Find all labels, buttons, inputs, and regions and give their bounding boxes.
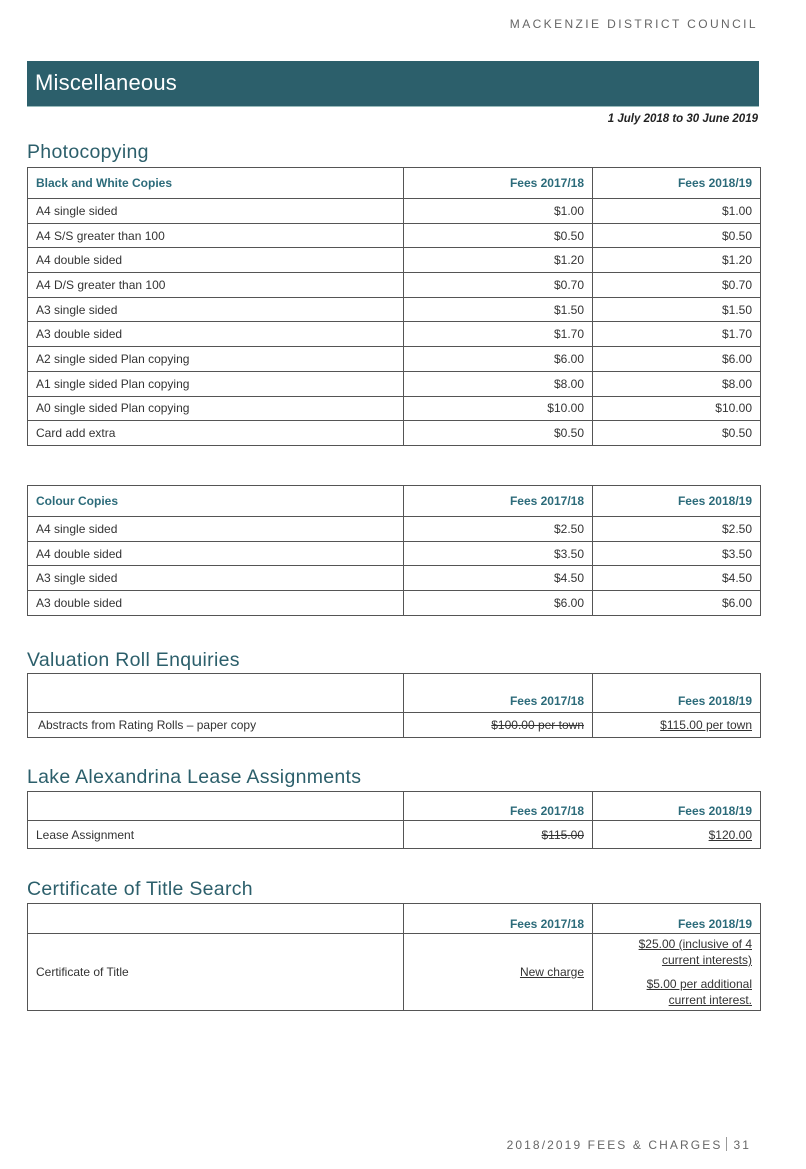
header-cell: Fees 2017/18 [404,904,593,934]
table-row [28,223,761,248]
fee-2018-line: current interests) [661,953,752,967]
header-cell: Fees 2018/19 [593,674,761,713]
table-row [28,297,761,322]
header-cell: Colour Copies [28,486,404,517]
fee-2018-cell: $3.50 [593,541,761,566]
fee-2017-cell: $1.70 [404,322,593,347]
fee-2017-cell: $0.50 [404,223,593,248]
table-row [28,566,761,591]
header-cell: Black and White Copies [28,168,404,199]
item-cell: A4 single sided [28,199,404,224]
bw-copies-table [27,167,761,446]
fee-2017-cell: $0.50 [404,421,593,446]
photocopying-title: Photocopying [27,141,149,163]
fee-2018-cell: $1.00 [593,199,761,224]
fee-2018-cell: $2.50 [593,517,761,542]
council-name: MACKENZIE DISTRICT COUNCIL [509,17,758,31]
header-cell: Fees 2017/18 [404,792,593,821]
header-cell [28,674,404,713]
lake-table [27,791,761,849]
table-row [28,371,761,396]
fee-2018-cell [593,934,761,1011]
header-cell: Fees 2018/19 [593,792,761,821]
fee-2017-cell: $8.00 [404,371,593,396]
item-cell: Lease Assignment [28,821,404,849]
table-row [28,591,761,616]
fee-2017-cell: $115.00 [404,821,593,849]
valuation-title: Valuation Roll Enquiries [27,649,240,671]
header-cell: Fees 2017/18 [404,486,593,517]
fee-2018-cell: $6.00 [593,347,761,372]
banner-title: Miscellaneous [35,70,178,95]
fee-2018-cell: $1.70 [593,322,761,347]
table-row [28,273,761,298]
fee-2018-line: $25.00 (inclusive of 4 [638,937,752,951]
table-row [28,821,761,849]
fee-2017-cell [404,934,593,1011]
fee-2017-cell: $1.50 [404,297,593,322]
table-row [28,248,761,273]
item-cell: A4 S/S greater than 100 [28,223,404,248]
item-cell: A3 double sided [28,591,404,616]
item-cell: A4 double sided [28,248,404,273]
item-cell: A2 single sided Plan copying [28,347,404,372]
table-header-row [28,674,761,713]
fee-2017-cell: $1.00 [404,199,593,224]
footer-doc-title: 2018/2019 FEES & CHARGES [506,1138,723,1152]
item-cell: A4 D/S greater than 100 [28,273,404,298]
fee-2018-line: $5.00 per additional [646,977,752,991]
table-row [28,322,761,347]
header-cell [28,904,404,934]
header-cell: Fees 2017/18 [404,168,593,199]
fee-2017-cell: $100.00 per town [404,713,593,738]
footer-divider [726,1137,727,1151]
fee-2018-cell: $10.00 [593,396,761,421]
certificate-title: Certificate of Title Search [27,878,253,900]
item-cell: A4 double sided [28,541,404,566]
item-cell: A0 single sided Plan copying [28,396,404,421]
fee-2018-cell: $8.00 [593,371,761,396]
header-cell [28,792,404,821]
header-cell: Fees 2018/19 [593,486,761,517]
colour-copies-body [28,486,761,616]
header-cell: Fees 2017/18 [404,674,593,713]
table-row [28,347,761,372]
valuation-table [27,673,761,738]
certificate-table [27,903,761,1011]
fee-2017-text: New charge [519,965,584,979]
fee-2018-cell: $0.50 [593,223,761,248]
table-row [28,199,761,224]
bw-copies-body [28,168,761,446]
fee-2018-cell: $120.00 [593,821,761,849]
fee-2017-cell: $6.00 [404,347,593,372]
lake-title: Lake Alexandrina Lease Assignments [27,766,362,788]
table-row [28,517,761,542]
header-cell: Fees 2018/19 [593,168,761,199]
fee-2018-cell: $0.50 [593,421,761,446]
fee-2017-cell: $4.50 [404,566,593,591]
fee-2017-cell: $1.20 [404,248,593,273]
fee-2017-cell: $10.00 [404,396,593,421]
period-label: 1 July 2018 to 30 June 2019 [607,113,758,125]
fee-2018-cell: $1.20 [593,248,761,273]
item-cell: A3 single sided [28,566,404,591]
table-header-row [28,168,761,199]
table-header-row [28,486,761,517]
fee-2017-cell: $2.50 [404,517,593,542]
table-row [28,421,761,446]
table-header-row [28,904,761,934]
fee-2018-cell: $115.00 per town [593,713,761,738]
table-header-row [28,792,761,821]
table-row [28,396,761,421]
fee-2017-cell: $6.00 [404,591,593,616]
section-banner [27,61,759,107]
item-cell: A1 single sided Plan copying [28,371,404,396]
item-cell: A3 single sided [28,297,404,322]
item-cell: Certificate of Title [28,934,404,1011]
table-row [28,934,761,1011]
spacer [601,968,752,976]
fee-2018-cell: $1.50 [593,297,761,322]
item-cell: Card add extra [28,421,404,446]
fee-2018-cell: $4.50 [593,566,761,591]
item-cell: Abstracts from Rating Rolls – paper copy [28,713,404,738]
page-number: 31 [733,1138,751,1152]
colour-copies-table [27,485,761,616]
fee-2017-cell: $3.50 [404,541,593,566]
fee-2018-line: current interest. [668,993,752,1007]
table-row [28,713,761,738]
fee-2018-cell: $6.00 [593,591,761,616]
fee-2018-cell: $0.70 [593,273,761,298]
item-cell: A3 double sided [28,322,404,347]
fee-2017-cell: $0.70 [404,273,593,298]
page-footer [507,1137,751,1152]
item-cell: A4 single sided [28,517,404,542]
header-cell: Fees 2018/19 [593,904,761,934]
table-row [28,541,761,566]
